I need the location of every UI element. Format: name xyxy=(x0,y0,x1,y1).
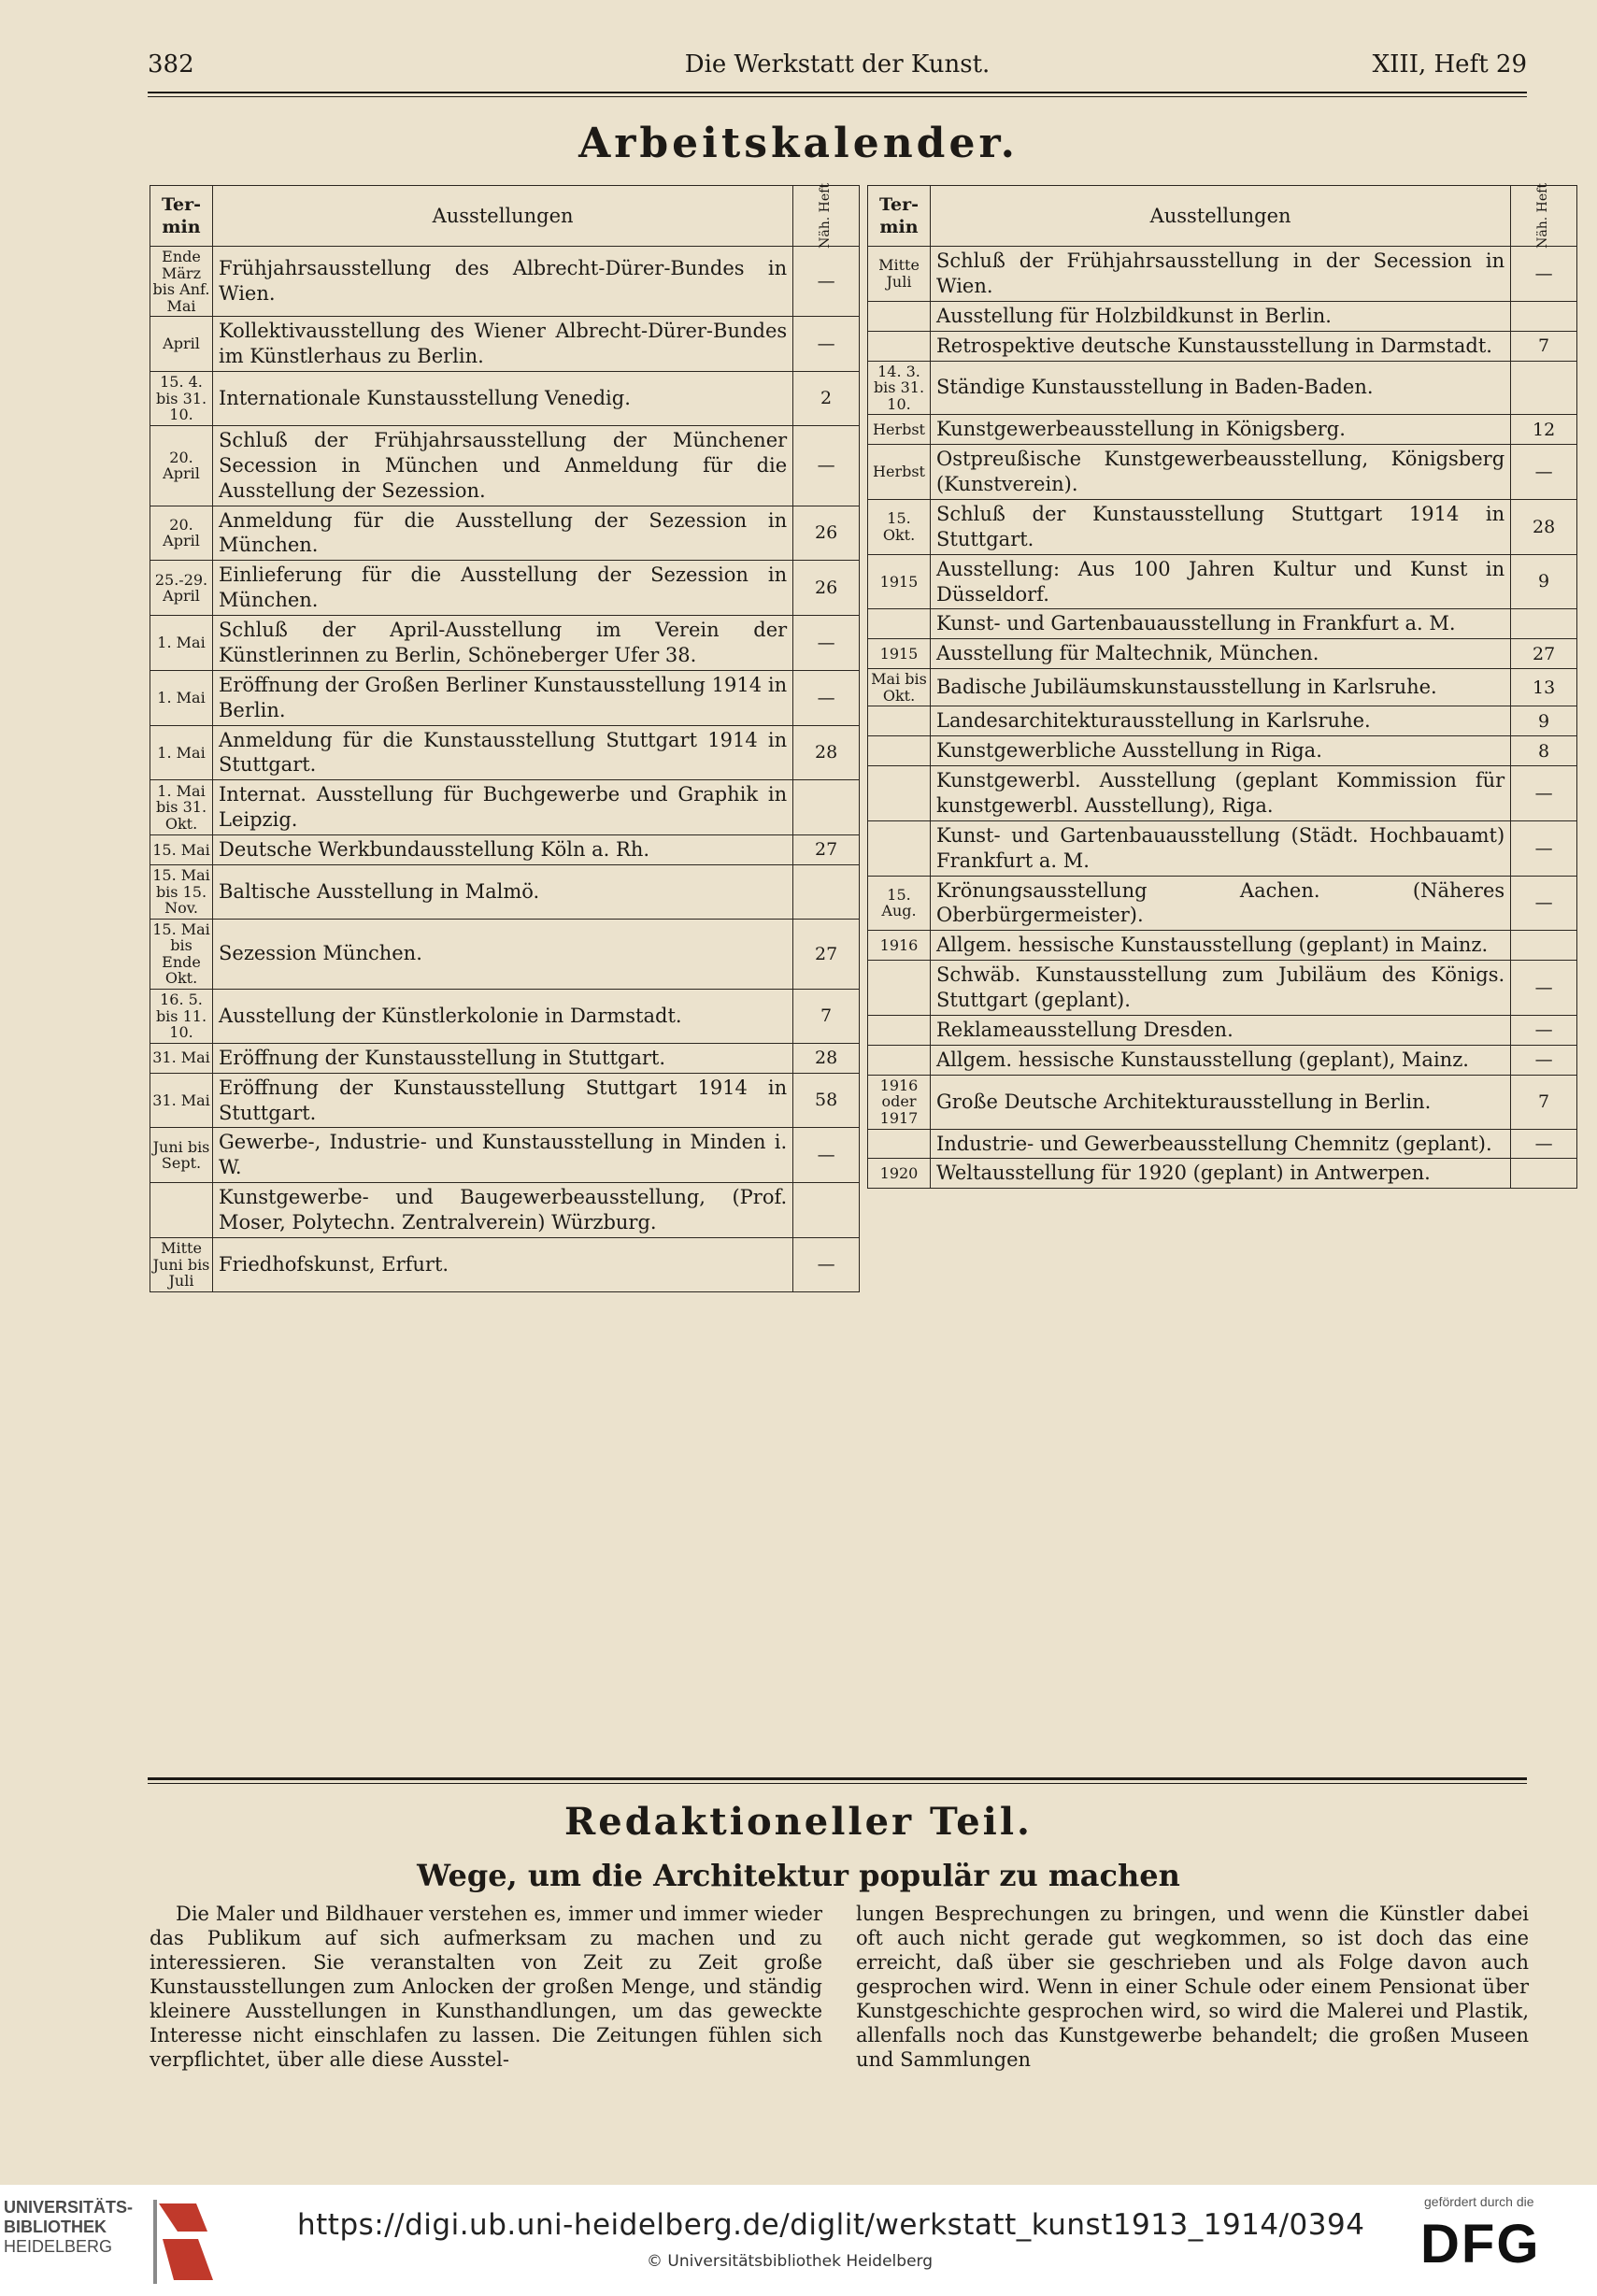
heft-cell: 7 xyxy=(1511,1075,1577,1129)
heft-cell xyxy=(1511,361,1577,415)
calendar-row xyxy=(868,1075,1577,1129)
term-cell: Juni bis Sept. xyxy=(150,1128,213,1183)
exhibition-cell: Kollektivausstellung des Wiener Albrecht-Dürer-Bundes im Künstlerhaus zu Berlin. xyxy=(213,317,793,372)
calendar-row xyxy=(150,1043,860,1073)
funding-note: gefördert durch die xyxy=(1424,2194,1534,2209)
exhibition-cell: Ausstellung: Aus 100 Jahren Kultur und Kunst in Düsseldorf. xyxy=(931,554,1511,609)
exhibition-cell: Ausstellung für Holzbildkunst in Berlin. xyxy=(931,301,1511,331)
calendar-row xyxy=(868,669,1577,706)
calendar-row xyxy=(150,1237,860,1291)
term-cell: 14. 3. bis 31. 10. xyxy=(868,361,931,415)
exhibition-cell: Gewerbe-, Industrie- und Kunstausstellung in Minden i. W. xyxy=(213,1128,793,1183)
heft-cell: 28 xyxy=(1511,499,1577,554)
calendar-row xyxy=(868,639,1577,669)
library-emblem-icon xyxy=(150,2194,226,2288)
exhibition-cell: Friedhofskunst, Erfurt. xyxy=(213,1237,793,1291)
exhibition-cell: Kunst- und Gartenbauausstellung (Städt. Hochbauamt) Frankfurt a. M. xyxy=(931,820,1511,876)
exhibition-cell: Schluß der April-Ausstellung im Verein der Künstlerinnen zu Berlin, Schöneberger Ufer 38. xyxy=(213,616,793,671)
term-cell xyxy=(868,609,931,639)
term-cell: 1. Mai xyxy=(150,725,213,780)
term-cell: 15. 4. bis 31. 10. xyxy=(150,372,213,426)
heft-cell: 27 xyxy=(793,835,860,865)
calendar-row xyxy=(150,372,860,426)
library-name-line1: UNIVERSITÄTS- xyxy=(4,2198,134,2217)
term-cell: 1916 oder 1917 xyxy=(868,1075,931,1129)
calendar-row xyxy=(150,425,860,506)
calendar-row xyxy=(150,990,860,1044)
calendar-row xyxy=(868,1045,1577,1075)
heft-cell: 7 xyxy=(1511,331,1577,361)
term-cell xyxy=(868,1015,931,1045)
term-column-header: Ter-min xyxy=(868,186,931,247)
exhibition-cell: Allgem. hessische Kunstausstellung (geplant) in Mainz. xyxy=(931,931,1511,961)
exhibition-cell: Eröffnung der Kunstausstellung in Stuttgart. xyxy=(213,1043,793,1073)
exhibitions-column-header: Ausstellungen xyxy=(213,186,793,247)
term-cell: 1915 xyxy=(868,639,931,669)
heft-cell: 12 xyxy=(1511,415,1577,445)
heft-cell xyxy=(793,1183,860,1238)
dfg-logo[interactable]: DFG xyxy=(1420,2214,1541,2275)
calendar-row xyxy=(150,780,860,835)
calendar-row xyxy=(150,919,860,989)
calendar-row xyxy=(868,766,1577,821)
exhibition-cell: Frühjahrsausstellung des Albrecht-Dürer-Bundes in Wien. xyxy=(213,247,793,317)
term-cell: April xyxy=(150,317,213,372)
heft-column-header: Näh. Heft xyxy=(1511,186,1577,247)
term-cell xyxy=(868,1129,931,1159)
exhibition-cell: Anmeldung für die Ausstellung der Sezession in München. xyxy=(213,506,793,561)
term-cell xyxy=(868,301,931,331)
term-cell xyxy=(868,766,931,821)
heft-cell: — xyxy=(1511,820,1577,876)
calendar-row xyxy=(150,1073,860,1128)
heft-cell: — xyxy=(793,670,860,725)
term-cell: Mitte Juni bis Juli xyxy=(150,1237,213,1291)
page-number: 382 xyxy=(148,50,194,78)
exhibition-cell: Schluß der Kunstausstellung Stuttgart 1914 in Stuttgart. xyxy=(931,499,1511,554)
header-rule xyxy=(148,92,1527,93)
exhibition-cell: Reklameausstellung Dresden. xyxy=(931,1015,1511,1045)
term-cell xyxy=(868,706,931,736)
library-name-line2: BIBLIOTHEK xyxy=(4,2218,107,2237)
exhibitions-column-header: Ausstellungen xyxy=(931,186,1511,247)
exhibition-cell: Ausstellung für Maltechnik, München. xyxy=(931,639,1511,669)
exhibition-cell: Retrospektive deutsche Kunstausstellung in Darmstadt. xyxy=(931,331,1511,361)
calendar-table-right xyxy=(867,185,1577,1189)
term-cell xyxy=(150,1183,213,1238)
term-cell: 1915 xyxy=(868,554,931,609)
exhibition-cell: Einlieferung für die Ausstellung der Sezession in München. xyxy=(213,561,793,616)
exhibition-cell: Schluß der Frühjahrsausstellung der Münchener Secession in München und Anmeldung für die Ausstellung der Sezession. xyxy=(213,425,793,506)
heft-column-header: Näh. Heft xyxy=(793,186,860,247)
calendar-row xyxy=(868,1159,1577,1189)
heft-cell: — xyxy=(1511,766,1577,821)
heft-cell: — xyxy=(1511,1045,1577,1075)
term-cell: 25.-29. April xyxy=(150,561,213,616)
calendar-row xyxy=(868,1129,1577,1159)
exhibition-cell: Anmeldung für die Kunstausstellung Stuttgart 1914 in Stuttgart. xyxy=(213,725,793,780)
heft-cell: 58 xyxy=(793,1073,860,1128)
calendar-row xyxy=(150,247,860,317)
term-cell: Herbst xyxy=(868,445,931,500)
heft-cell: — xyxy=(793,317,860,372)
heft-cell: — xyxy=(793,247,860,317)
exhibition-cell: Eröffnung der Kunstausstellung Stuttgart 1914 in Stuttgart. xyxy=(213,1073,793,1128)
heft-cell: 2 xyxy=(793,372,860,426)
heft-cell: — xyxy=(793,1128,860,1183)
term-cell: 1920 xyxy=(868,1159,931,1189)
exhibition-cell: Internationale Kunstausstellung Venedig. xyxy=(213,372,793,426)
heft-cell: 28 xyxy=(793,725,860,780)
article-paragraph: Die Maler und Bildhauer verstehen es, immer und immer wieder das Publikum auf sich aufmerksam zu machen und zu interessieren. Sie veranstalten von Zeit zu Zeit große Kunstausstellungen zum Anlocken der großen Menge, und ständig kleinere Ausstellungen in Kunsthandlungen, um das geweckte Interesse nicht einschlafen zu lassen. Die Zeitungen fühlen sich verpflichtet, über alle diese Ausstel- xyxy=(150,1903,822,2072)
heft-cell: — xyxy=(793,616,860,671)
heft-cell: 28 xyxy=(793,1043,860,1073)
term-cell: Mai bis Okt. xyxy=(868,669,931,706)
library-name-line3: HEIDELBERG xyxy=(4,2237,113,2257)
heft-cell xyxy=(1511,609,1577,639)
header-rule-thin xyxy=(148,96,1527,97)
exhibition-cell: Ständige Kunstausstellung in Baden-Baden. xyxy=(931,361,1511,415)
article-column-right xyxy=(856,1902,1529,2072)
term-cell: 15. Mai bis Ende Okt. xyxy=(150,919,213,989)
term-cell xyxy=(868,961,931,1016)
calendar-row xyxy=(868,931,1577,961)
article-column-left xyxy=(150,1902,822,2072)
calendar-row xyxy=(150,561,860,616)
heft-cell xyxy=(1511,301,1577,331)
exhibition-cell: Krönungsausstellung Aachen. (Näheres Oberbürgermeister). xyxy=(931,876,1511,931)
heft-cell: 27 xyxy=(793,919,860,989)
heft-cell xyxy=(1511,931,1577,961)
calendar-row xyxy=(868,706,1577,736)
heft-cell: — xyxy=(1511,247,1577,302)
heft-cell: 13 xyxy=(1511,669,1577,706)
heft-cell: — xyxy=(1511,1015,1577,1045)
article-paragraph: lungen Besprechungen zu bringen, und wenn die Künstler dabei oft auch nicht gerade gut wegkommen, so ist doch das eine erreicht, daß über sie geschrieben und als Folge davon auch gesprochen wird. Wenn in einer Schule oder einem Pensionat über Kunstgeschichte gesprochen wird, so wird die Malerei und Plastik, allenfalls noch das Kunstgewerbe behandelt; die großen Museen und Sammlungen xyxy=(856,1903,1529,2072)
heft-cell xyxy=(1511,1159,1577,1189)
calendar-row xyxy=(868,876,1577,931)
issue-label: XIII, Heft 29 xyxy=(1372,50,1527,78)
calendar-row xyxy=(868,961,1577,1016)
heft-cell: — xyxy=(793,1237,860,1291)
exhibition-cell: Weltausstellung für 1920 (geplant) in Antwerpen. xyxy=(931,1159,1511,1189)
term-cell xyxy=(868,1045,931,1075)
heft-cell: 7 xyxy=(793,990,860,1044)
term-cell xyxy=(868,331,931,361)
calendar-row xyxy=(868,554,1577,609)
copyright-notice: © Universitätsbibliothek Heidelberg xyxy=(647,2252,934,2271)
exhibition-cell: Badische Jubiläumskunstausstellung in Karlsruhe. xyxy=(931,669,1511,706)
exhibition-cell: Schluß der Frühjahrsausstellung in der Secession in Wien. xyxy=(931,247,1511,302)
calendar-row xyxy=(150,317,860,372)
heft-cell: — xyxy=(1511,1129,1577,1159)
term-column-header: Ter-min xyxy=(150,186,213,247)
heft-cell xyxy=(793,780,860,835)
article-title: Wege, um die Architektur populär zu machen xyxy=(417,1858,1180,1893)
exhibition-cell: Ostpreußische Kunstgewerbeausstellung, Königsberg (Kunstverein). xyxy=(931,445,1511,500)
exhibition-cell: Schwäb. Kunstausstellung zum Jubiläum des Königs. Stuttgart (geplant). xyxy=(931,961,1511,1016)
exhibition-cell: Baltische Ausstellung in Malmö. xyxy=(213,864,793,919)
calendar-row xyxy=(868,1015,1577,1045)
calendar-row xyxy=(150,670,860,725)
heft-cell: 26 xyxy=(793,506,860,561)
term-cell: 15. Mai xyxy=(150,835,213,865)
term-cell: 31. Mai xyxy=(150,1043,213,1073)
exhibition-cell: Industrie- und Gewerbeausstellung Chemnitz (geplant). xyxy=(931,1129,1511,1159)
term-cell: 16. 5. bis 11. 10. xyxy=(150,990,213,1044)
term-cell: 1. Mai xyxy=(150,616,213,671)
heft-cell xyxy=(793,864,860,919)
heft-cell: — xyxy=(793,425,860,506)
heft-cell: 9 xyxy=(1511,706,1577,736)
term-cell: Herbst xyxy=(868,415,931,445)
term-cell: 15. Aug. xyxy=(868,876,931,931)
exhibition-cell: Ausstellung der Künstlerkolonie in Darmstadt. xyxy=(213,990,793,1044)
calendar-row xyxy=(868,247,1577,302)
term-cell: 15. Okt. xyxy=(868,499,931,554)
term-cell: 1916 xyxy=(868,931,931,961)
exhibition-cell: Kunstgewerbeausstellung in Königsberg. xyxy=(931,415,1511,445)
calendar-row xyxy=(868,415,1577,445)
calendar-row xyxy=(868,301,1577,331)
calendar-table-left xyxy=(150,185,860,1292)
term-cell: 1. Mai bis 31. Okt. xyxy=(150,780,213,835)
calendar-row xyxy=(868,361,1577,415)
term-cell: 15. Mai bis 15. Nov. xyxy=(150,864,213,919)
calendar-row xyxy=(868,820,1577,876)
calendar-title: Arbeitskalender. xyxy=(578,120,1019,167)
permalink-url[interactable]: https://digi.ub.uni-heidelberg.de/diglit/werkstatt_kunst1913_1914/0394 xyxy=(297,2208,1365,2242)
calendar-row xyxy=(150,835,860,865)
exhibition-cell: Internat. Ausstellung für Buchgewerbe und Graphik in Leipzig. xyxy=(213,780,793,835)
section-rule-thin xyxy=(148,1783,1527,1784)
heft-cell: 8 xyxy=(1511,736,1577,766)
exhibition-cell: Deutsche Werkbundausstellung Köln a. Rh. xyxy=(213,835,793,865)
journal-title: Die Werkstatt der Kunst. xyxy=(684,50,991,78)
calendar-row xyxy=(868,445,1577,500)
heft-cell: 9 xyxy=(1511,554,1577,609)
exhibition-cell: Kunstgewerbliche Ausstellung in Riga. xyxy=(931,736,1511,766)
calendar-row xyxy=(868,499,1577,554)
term-cell: Ende März bis Anf. Mai xyxy=(150,247,213,317)
calendar-row xyxy=(868,331,1577,361)
section-title: Redaktioneller Teil. xyxy=(564,1800,1033,1844)
section-rule xyxy=(148,1777,1527,1780)
exhibition-cell: Kunst- und Gartenbauausstellung in Frankfurt a. M. xyxy=(931,609,1511,639)
exhibition-cell: Kunstgewerbe- und Baugewerbeausstellung, (Prof. Moser, Polytechn. Zentralverein) Würzburg. xyxy=(213,1183,793,1238)
heft-cell: 27 xyxy=(1511,639,1577,669)
calendar-row xyxy=(150,616,860,671)
term-cell: 31. Mai xyxy=(150,1073,213,1128)
running-header xyxy=(148,45,1527,92)
calendar-row xyxy=(150,1183,860,1238)
exhibition-cell: Eröffnung der Großen Berliner Kunstausstellung 1914 in Berlin. xyxy=(213,670,793,725)
calendar-row xyxy=(150,864,860,919)
exhibition-cell: Landesarchitekturausstellung in Karlsruhe. xyxy=(931,706,1511,736)
exhibition-cell: Sezession München. xyxy=(213,919,793,989)
calendar-row xyxy=(868,609,1577,639)
calendar-row xyxy=(150,1128,860,1183)
term-cell xyxy=(868,736,931,766)
term-cell: Mitte Juli xyxy=(868,247,931,302)
term-cell: 1. Mai xyxy=(150,670,213,725)
calendar-row xyxy=(150,506,860,561)
term-cell: 20. April xyxy=(150,425,213,506)
heft-cell: — xyxy=(1511,961,1577,1016)
term-cell: 20. April xyxy=(150,506,213,561)
exhibition-cell: Allgem. hessische Kunstausstellung (geplant), Mainz. xyxy=(931,1045,1511,1075)
heft-cell: — xyxy=(1511,876,1577,931)
heft-cell: — xyxy=(1511,445,1577,500)
term-cell xyxy=(868,820,931,876)
exhibition-cell: Kunstgewerbl. Ausstellung (geplant Kommission für kunstgewerbl. Ausstellung), Riga. xyxy=(931,766,1511,821)
heft-cell: 26 xyxy=(793,561,860,616)
library-logo[interactable] xyxy=(4,2198,133,2258)
calendar-row xyxy=(150,725,860,780)
exhibition-cell: Große Deutsche Architekturausstellung in Berlin. xyxy=(931,1075,1511,1129)
calendar-row xyxy=(868,736,1577,766)
